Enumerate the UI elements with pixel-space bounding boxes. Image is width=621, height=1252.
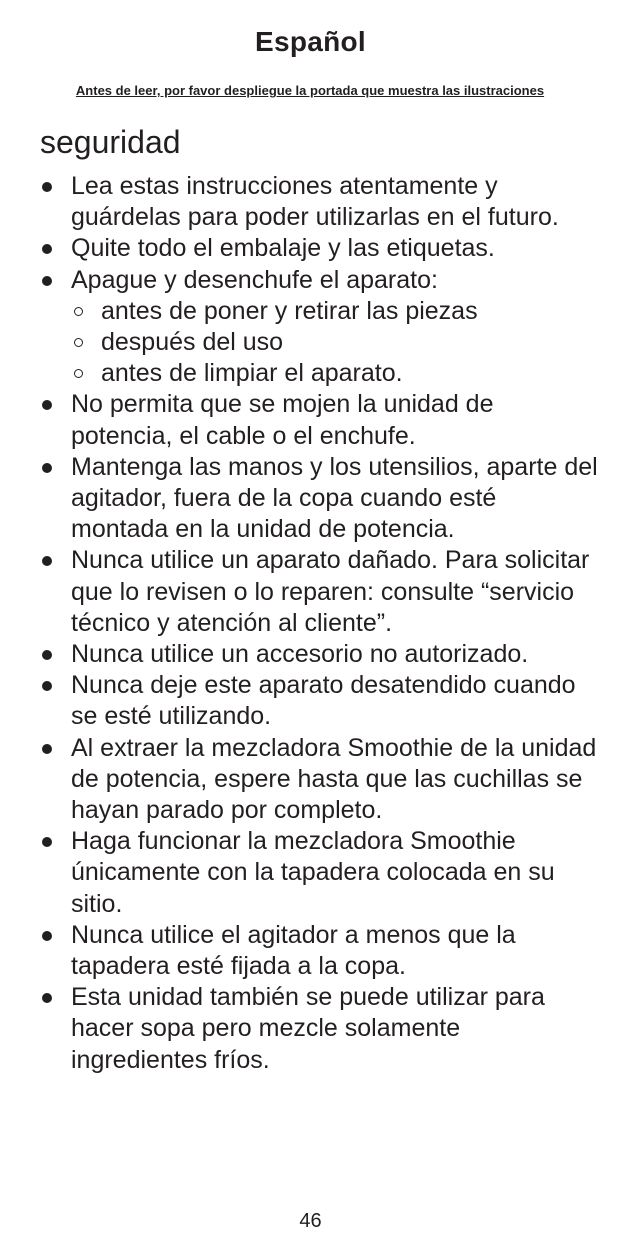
list-item-text: Apague y desenchufe el aparato: bbox=[71, 265, 438, 294]
bullet-icon bbox=[42, 244, 52, 254]
list-item-text: Nunca utilice un accesorio no autorizado. bbox=[71, 640, 529, 669]
list-item bbox=[40, 670, 600, 732]
bullet-icon bbox=[42, 276, 52, 286]
list-item-text: Nunca deje este aparato desatendido cuando se esté utilizando. bbox=[71, 671, 576, 731]
bullet-icon bbox=[42, 681, 52, 691]
safety-list bbox=[40, 171, 600, 1076]
list-item-text: Lea estas instrucciones atentamente y guárdelas para poder utilizarlas en el futuro. bbox=[71, 172, 559, 232]
list-item bbox=[40, 233, 600, 264]
list-item-text: Quite todo el embalaje y las etiquetas. bbox=[71, 234, 495, 263]
fold-out-notice: Antes de leer, por favor despliegue la portada que muestra las ilustraciones bbox=[75, 83, 545, 98]
sublist-item bbox=[71, 327, 600, 358]
page-number: 46 bbox=[299, 1210, 322, 1232]
list-item-text: Esta unidad también se puede utilizar para hacer sopa pero mezcle solamente ingredientes fríos. bbox=[71, 983, 545, 1074]
sublist-item-text: antes de poner y retirar las piezas bbox=[101, 296, 478, 325]
sublist bbox=[71, 296, 600, 390]
circle-bullet-icon bbox=[74, 338, 83, 347]
sublist-item-text: antes de limpiar el aparato. bbox=[101, 359, 403, 388]
list-item bbox=[40, 545, 600, 639]
list-item bbox=[40, 733, 600, 827]
list-item-text: Mantenga las manos y los utensilios, aparte del agitador, fuera de la copa cuando esté montada en la unidad de potencia. bbox=[71, 452, 598, 544]
bullet-icon bbox=[42, 556, 52, 566]
sublist-item-text: después del uso bbox=[101, 328, 284, 357]
circle-bullet-icon bbox=[74, 307, 83, 316]
bullet-icon bbox=[42, 744, 52, 754]
list-item bbox=[40, 982, 600, 1076]
list-item-text: Nunca utilice un aparato dañado. Para solicitar que lo revisen o lo reparen: consulte “servicio técnico y atención al cliente”. bbox=[71, 546, 590, 637]
list-item bbox=[40, 920, 600, 982]
bullet-icon bbox=[42, 650, 52, 660]
circle-bullet-icon bbox=[74, 369, 83, 378]
list-item-text: No permita que se mojen la unidad de potencia, el cable o el enchufe. bbox=[71, 390, 494, 450]
list-item bbox=[40, 265, 600, 390]
list-item bbox=[40, 171, 600, 233]
list-item-text: Haga funcionar la mezcladora Smoothie únicamente con la tapadera colocada en su sitio. bbox=[71, 827, 555, 918]
bullet-icon bbox=[42, 182, 52, 192]
list-item bbox=[40, 826, 600, 920]
section-heading: seguridad bbox=[40, 124, 181, 160]
sublist-item bbox=[71, 358, 600, 389]
bullet-icon bbox=[42, 837, 52, 847]
list-item bbox=[40, 639, 600, 670]
list-item bbox=[40, 389, 600, 451]
bullet-icon bbox=[42, 400, 52, 410]
bullet-icon bbox=[42, 931, 52, 941]
list-item-text: Al extraer la mezcladora Smoothie de la unidad de potencia, espere hasta que las cuchillas se hayan parado por completo. bbox=[71, 733, 597, 825]
bullet-icon bbox=[42, 463, 52, 473]
page-title: Español bbox=[254, 26, 366, 57]
list-item bbox=[40, 452, 600, 546]
bullet-icon bbox=[42, 993, 52, 1003]
sublist-item bbox=[71, 296, 600, 327]
list-item-text: Nunca utilice el agitador a menos que la tapadera esté fijada a la copa. bbox=[71, 920, 516, 981]
